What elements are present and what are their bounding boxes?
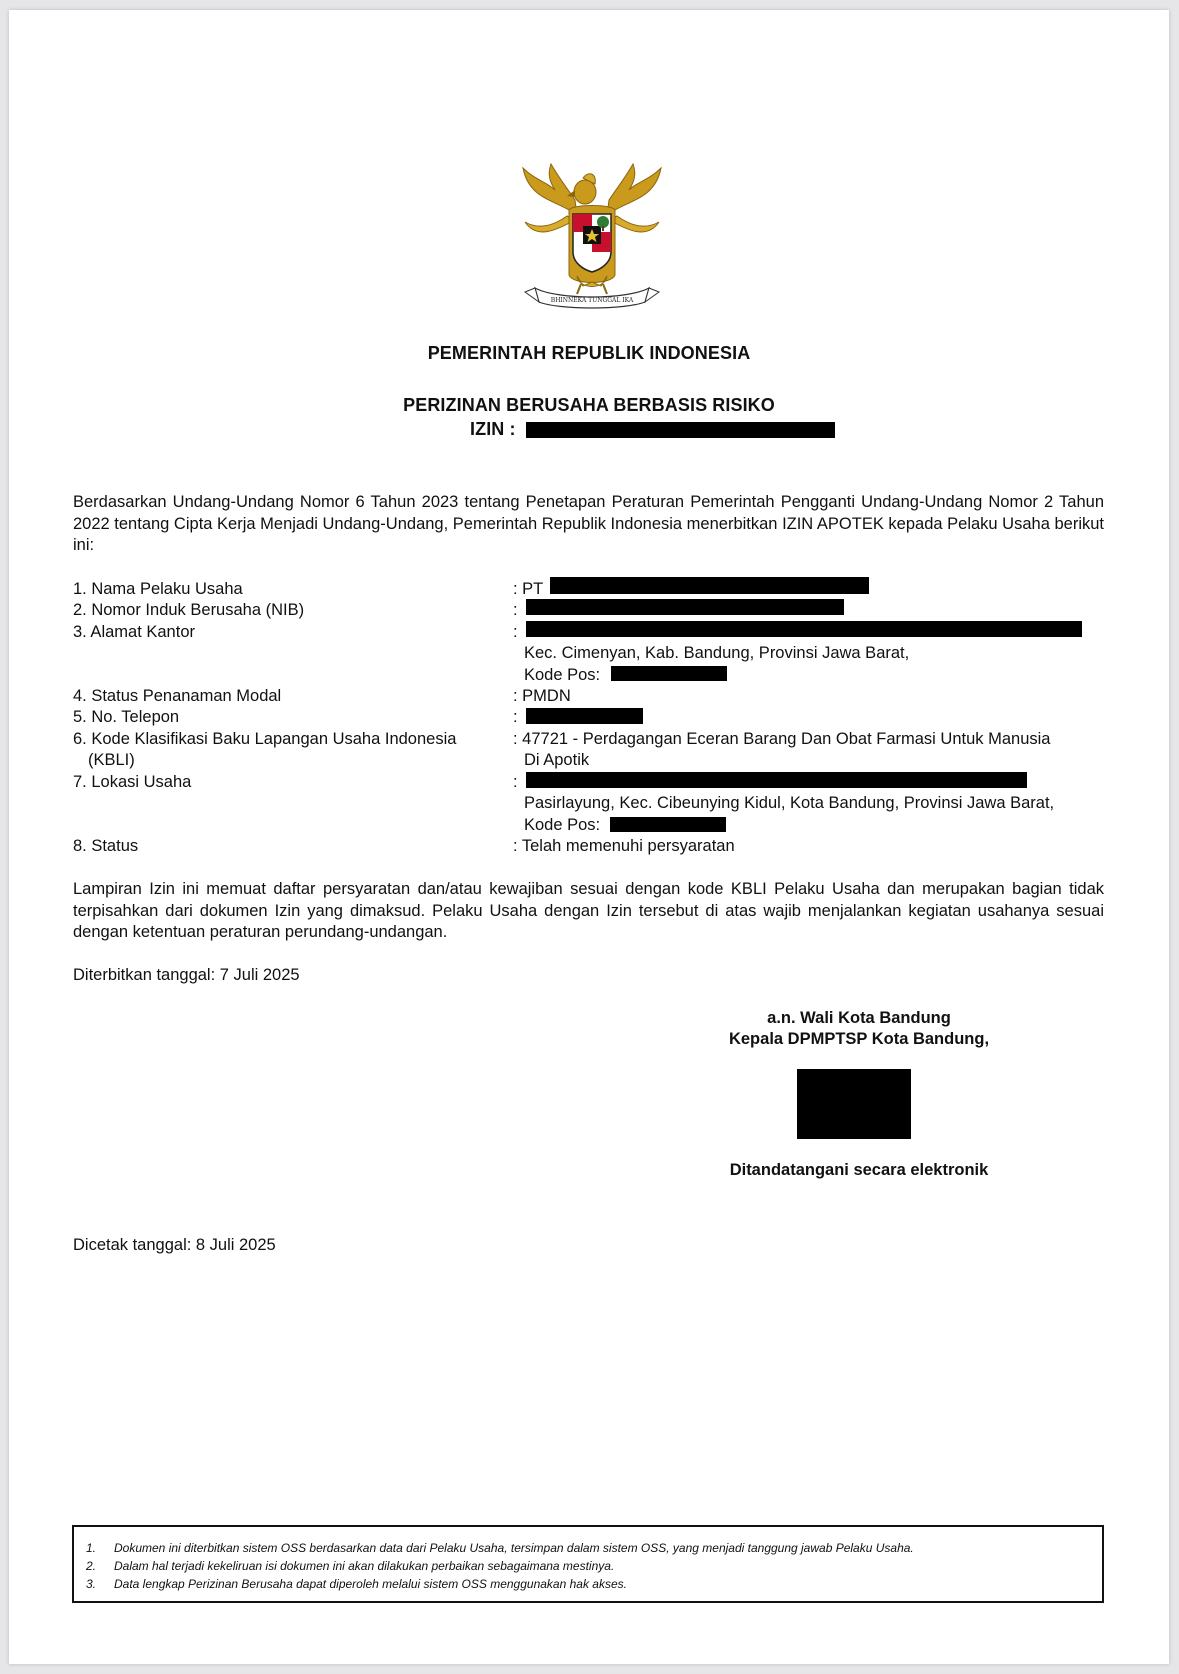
footnotes-box — [72, 1525, 1104, 1603]
field-lokasi-label: 7. Lokasi Usaha — [73, 773, 192, 791]
field-alamat-line2: Kec. Cimenyan, Kab. Bandung, Provinsi Jawa Barat, — [524, 644, 910, 662]
signature-line2: Kepala DPMPTSP Kota Bandung, — [728, 1030, 990, 1048]
issued-date: Diterbitkan tanggal: 7 Juli 2025 — [73, 966, 300, 984]
field-telepon-value: : — [513, 708, 518, 726]
telepon-redaction — [526, 708, 643, 724]
footnote-number: 1. — [86, 1541, 97, 1555]
footnote-number: 3. — [86, 1577, 97, 1591]
garuda-emblem-icon — [517, 160, 667, 315]
field-kbli-label: 6. Kode Klasifikasi Baku Lapangan Usaha Indonesia — [73, 730, 457, 748]
field-nib-value: : — [513, 601, 518, 619]
nama-redaction — [550, 577, 869, 594]
field-modal-label: 4. Status Penanaman Modal — [73, 687, 282, 705]
field-lokasi-kodepos: Kode Pos: — [524, 816, 601, 834]
lokasi-kodepos-redaction — [610, 817, 726, 832]
signature-line1: a.n. Wali Kota Bandung — [767, 1009, 951, 1027]
alamat-redaction — [526, 621, 1082, 637]
footnote-text: Dalam hal terjadi kekeliruan isi dokumen ini akan dilakukan perbaikan sebagaimana mestinya. — [114, 1559, 615, 1573]
field-lokasi-line2: Pasirlayung, Kec. Cibeunying Kidul, Kota Bandung, Provinsi Jawa Barat, — [524, 794, 1055, 812]
field-status-label: 8. Status — [73, 837, 139, 855]
lampiran-paragraph: Lampiran Izin ini memuat daftar persyaratan dan/atau kewajiban sesuai dengan kode KBLI Pelaku Usaha dan merupakan bagian tidak terpisahkan dari dokumen Izin yang dimaksud. Pelaku Usaha dengan Izin tersebut di atas wajib menjalankan kegiatan usahanya sesuai dengan ketentuan peraturan perundang-undangan. — [73, 880, 1104, 941]
signature-note: Ditandatangani secara elektronik — [729, 1161, 989, 1179]
field-alamat-kodepos: Kode Pos: — [524, 666, 601, 684]
footnote-number: 2. — [86, 1559, 97, 1573]
field-kbli-value: : 47721 - Perdagangan Eceran Barang Dan Obat Farmasi Untuk Manusia — [513, 730, 1051, 748]
document-title: PERIZINAN BERUSAHA BERBASIS RISIKO — [403, 395, 775, 415]
field-kbli-value2: Di Apotik — [524, 751, 590, 769]
document-page — [9, 10, 1169, 1664]
emblem-motto: BHINNEKA TUNGGAL IKA — [550, 297, 634, 304]
footnote-text: Data lengkap Perizinan Berusaha dapat diperoleh melalui sistem OSS menggunakan hak akses. — [114, 1577, 627, 1591]
field-modal-value: : PMDN — [513, 687, 571, 705]
footnote-item — [86, 1539, 1102, 1557]
footnote-item — [86, 1557, 1102, 1575]
field-nib-label: 2. Nomor Induk Berusaha (NIB) — [73, 601, 305, 619]
field-nama-label: 1. Nama Pelaku Usaha — [73, 580, 243, 598]
field-alamat-label: 3. Alamat Kantor — [73, 623, 195, 641]
printed-date: Dicetak tanggal: 8 Juli 2025 — [73, 1236, 276, 1254]
lokasi-redaction — [526, 772, 1027, 788]
government-heading: PEMERINTAH REPUBLIK INDONESIA — [427, 343, 751, 363]
izin-label: IZIN : — [470, 419, 516, 439]
field-telepon-label: 5. No. Telepon — [73, 708, 180, 726]
field-alamat-value: : — [513, 623, 518, 641]
field-status-value: : Telah memenuhi persyaratan — [513, 837, 735, 855]
intro-paragraph: Berdasarkan Undang-Undang Nomor 6 Tahun 2023 tentang Penetapan Peraturan Pemerintah Pengganti Undang-Undang Nomor 2 Tahun 2022 tentang Cipta Kerja Menjadi Undang-Undang, Pemerintah Republik Indonesia menerbitkan IZIN APOTEK kepada Pelaku Usaha berikut ini: — [73, 493, 1104, 554]
nib-redaction — [526, 599, 844, 615]
izin-number-redaction — [526, 422, 835, 438]
field-kbli-label2: (KBLI) — [88, 751, 135, 769]
footnote-text: Dokumen ini diterbitkan sistem OSS berdasarkan data dari Pelaku Usaha, tersimpan dalam sistem OSS, yang menjadi tanggung jawab Pelaku Usaha. — [114, 1541, 914, 1555]
signature-qr-redaction — [797, 1069, 911, 1139]
alamat-kodepos-redaction — [611, 666, 727, 681]
field-nama-value: : PT — [513, 580, 544, 598]
field-lokasi-value: : — [513, 773, 518, 791]
footnote-item — [86, 1575, 1102, 1593]
